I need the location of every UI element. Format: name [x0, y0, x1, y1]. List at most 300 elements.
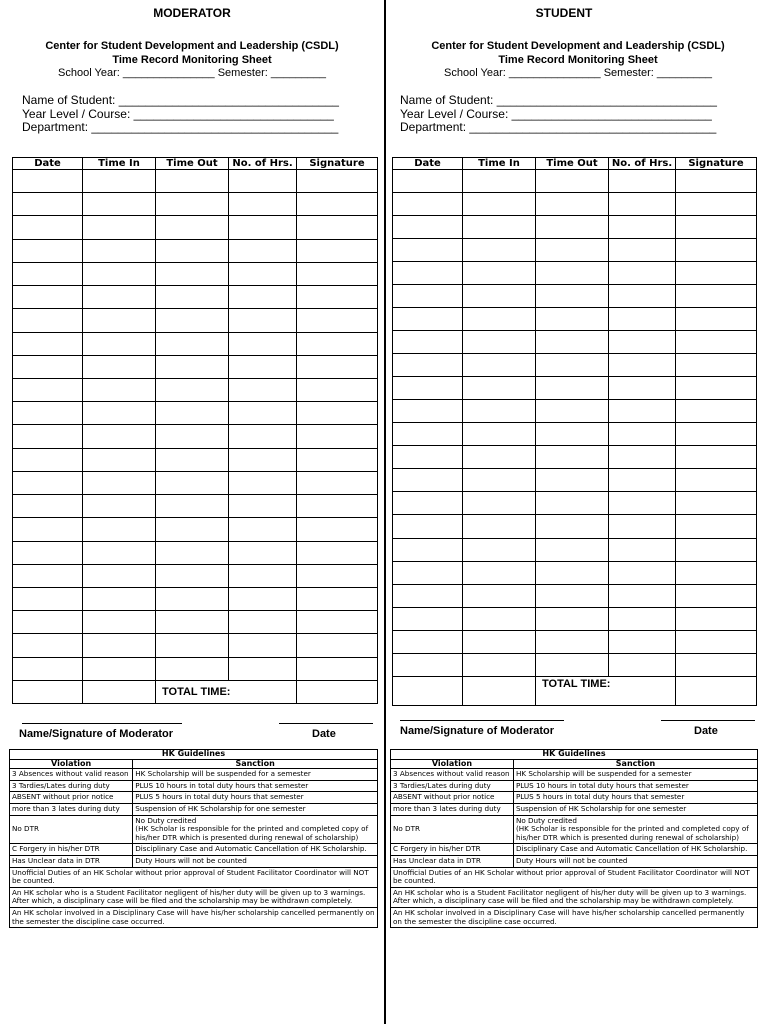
time-record-cell[interactable] — [463, 469, 536, 492]
time-record-cell[interactable] — [83, 170, 156, 193]
time-record-cell[interactable] — [609, 285, 676, 308]
time-record-cell[interactable] — [229, 216, 297, 239]
time-record-cell[interactable] — [463, 193, 536, 216]
time-record-cell[interactable] — [536, 354, 609, 377]
time-record-cell[interactable] — [156, 286, 229, 309]
time-record-cell[interactable] — [156, 448, 229, 471]
time-record-cell[interactable] — [297, 611, 378, 634]
time-record-cell[interactable] — [463, 331, 536, 354]
time-record-cell[interactable] — [463, 515, 536, 538]
time-record-cell[interactable] — [13, 541, 83, 564]
hk-guidelines-table — [9, 749, 378, 928]
time-record-cell[interactable] — [609, 262, 676, 285]
time-record-row[interactable] — [13, 564, 378, 587]
time-record-cell[interactable] — [536, 193, 609, 216]
col-signature: Signature — [297, 158, 378, 170]
time-record-cell[interactable] — [463, 653, 536, 676]
time-record-cell[interactable] — [13, 332, 83, 355]
time-record-cell[interactable] — [536, 538, 609, 561]
time-record-cell[interactable] — [229, 564, 297, 587]
time-record-cell[interactable] — [13, 425, 83, 448]
time-record-cell[interactable] — [463, 285, 536, 308]
time-record-cell[interactable] — [83, 611, 156, 634]
time-record-cell[interactable] — [609, 446, 676, 469]
time-record-cell[interactable] — [676, 285, 757, 308]
time-record-row[interactable] — [393, 400, 757, 423]
time-record-cell[interactable] — [13, 378, 83, 401]
time-record-cell[interactable] — [13, 587, 83, 610]
time-record-cell[interactable] — [83, 262, 156, 285]
violation-cell: C Forgery in his/her DTR — [391, 844, 514, 856]
time-record-row[interactable] — [393, 607, 757, 630]
time-record-cell[interactable] — [13, 495, 83, 518]
time-record-cell[interactable] — [156, 587, 229, 610]
time-record-row[interactable] — [13, 402, 378, 425]
time-record-cell[interactable] — [676, 216, 757, 239]
time-record-row[interactable] — [13, 587, 378, 610]
time-record-cell[interactable] — [609, 239, 676, 262]
time-record-cell[interactable] — [463, 377, 536, 400]
time-record-cell[interactable] — [393, 538, 463, 561]
guideline-row — [391, 855, 758, 867]
time-record-cell[interactable] — [463, 170, 536, 193]
time-record-cell[interactable] — [229, 355, 297, 378]
time-record-cell[interactable] — [83, 518, 156, 541]
time-record-cell[interactable] — [536, 423, 609, 446]
time-record-cell[interactable] — [229, 239, 297, 262]
total-time-value[interactable] — [297, 681, 378, 704]
time-record-cell[interactable] — [156, 541, 229, 564]
time-record-cell[interactable] — [463, 354, 536, 377]
time-record-cell[interactable] — [13, 216, 83, 239]
time-record-cell[interactable] — [536, 469, 609, 492]
time-record-cell[interactable] — [156, 518, 229, 541]
time-record-row[interactable] — [393, 561, 757, 584]
violation-cell: 3 Absences without valid reason — [10, 769, 133, 781]
time-record-cell[interactable] — [393, 308, 463, 331]
time-record-cell[interactable] — [609, 653, 676, 676]
time-record-cell[interactable] — [463, 492, 536, 515]
time-record-cell[interactable] — [83, 332, 156, 355]
time-record-cell[interactable] — [13, 448, 83, 471]
time-record-cell[interactable] — [463, 308, 536, 331]
time-record-cell[interactable] — [463, 538, 536, 561]
time-record-cell[interactable] — [83, 657, 156, 680]
time-record-cell[interactable] — [536, 262, 609, 285]
time-record-cell[interactable] — [393, 653, 463, 676]
sanction-cell: PLUS 10 hours in total duty hours that semester — [513, 780, 757, 792]
time-record-cell[interactable] — [393, 216, 463, 239]
sanction-cell: Disciplinary Case and Automatic Cancellation of HK Scholarship. — [133, 844, 378, 856]
time-record-cell[interactable] — [13, 518, 83, 541]
time-record-cell[interactable] — [463, 607, 536, 630]
time-record-cell[interactable] — [13, 634, 83, 657]
time-record-cell[interactable] — [13, 170, 83, 193]
time-record-cell[interactable] — [609, 630, 676, 653]
time-record-row[interactable] — [13, 541, 378, 564]
time-record-cell[interactable] — [83, 193, 156, 216]
time-record-cell[interactable] — [156, 332, 229, 355]
time-record-row[interactable] — [393, 216, 757, 239]
time-record-row[interactable] — [393, 262, 757, 285]
time-record-cell[interactable] — [83, 378, 156, 401]
time-record-cell[interactable] — [229, 402, 297, 425]
time-record-cell[interactable] — [83, 471, 156, 494]
time-record-cell[interactable] — [13, 611, 83, 634]
time-record-cell[interactable] — [536, 331, 609, 354]
time-record-cell[interactable] — [229, 170, 297, 193]
time-record-cell[interactable] — [676, 423, 757, 446]
guideline-rows — [10, 769, 378, 867]
time-record-cell[interactable] — [156, 216, 229, 239]
moderator-signature-line[interactable] — [400, 720, 564, 721]
time-record-cell[interactable] — [393, 561, 463, 584]
time-record-cell[interactable] — [609, 423, 676, 446]
time-record-row[interactable] — [13, 170, 378, 193]
time-record-cell[interactable] — [229, 425, 297, 448]
guideline-row — [391, 792, 758, 804]
moderator-signature-line[interactable] — [22, 723, 182, 724]
time-record-cell[interactable] — [676, 515, 757, 538]
time-record-cell[interactable] — [156, 611, 229, 634]
time-record-cell[interactable] — [676, 653, 757, 676]
time-record-cell[interactable] — [83, 541, 156, 564]
time-record-cell[interactable] — [83, 309, 156, 332]
time-record-cell[interactable] — [676, 469, 757, 492]
time-record-cell[interactable] — [463, 262, 536, 285]
time-record-cell[interactable] — [297, 471, 378, 494]
time-record-cell[interactable] — [83, 286, 156, 309]
sanction-cell: Duty Hours will not be counted — [133, 855, 378, 867]
org-name: Center for Student Development and Leadership (CSDL) — [45, 40, 339, 52]
time-record-row[interactable] — [13, 332, 378, 355]
time-record-row[interactable] — [393, 584, 757, 607]
time-record-cell[interactable] — [13, 286, 83, 309]
time-record-cell[interactable] — [393, 469, 463, 492]
time-record-cell[interactable] — [13, 471, 83, 494]
time-record-cell[interactable] — [13, 564, 83, 587]
time-record-row[interactable] — [13, 262, 378, 285]
time-record-row[interactable] — [13, 495, 378, 518]
department-field[interactable]: Department: _____________________________________ — [22, 120, 339, 134]
time-record-cell[interactable] — [297, 541, 378, 564]
time-record-cell[interactable] — [536, 308, 609, 331]
time-record-row[interactable] — [13, 425, 378, 448]
time-record-cell[interactable] — [297, 309, 378, 332]
time-record-cell[interactable] — [536, 492, 609, 515]
time-record-cell[interactable] — [609, 538, 676, 561]
time-record-cell[interactable] — [676, 354, 757, 377]
time-record-cell[interactable] — [463, 239, 536, 262]
time-record-cell[interactable] — [609, 308, 676, 331]
time-record-cell[interactable] — [297, 239, 378, 262]
time-record-cell[interactable] — [393, 446, 463, 469]
time-record-cell[interactable] — [676, 538, 757, 561]
time-record-cell[interactable] — [393, 239, 463, 262]
time-record-cell[interactable] — [676, 607, 757, 630]
time-record-cell[interactable] — [463, 216, 536, 239]
time-record-cell[interactable] — [609, 492, 676, 515]
time-record-cell[interactable] — [229, 611, 297, 634]
time-record-cell[interactable] — [609, 561, 676, 584]
time-record-cell[interactable] — [156, 378, 229, 401]
time-record-cell[interactable] — [536, 653, 609, 676]
time-record-cell[interactable] — [297, 518, 378, 541]
school-year-field[interactable]: School Year: _______________ Semester: _________ — [444, 67, 712, 79]
time-record-cell[interactable] — [83, 495, 156, 518]
time-record-cell[interactable] — [297, 448, 378, 471]
time-record-cell[interactable] — [676, 561, 757, 584]
time-record-cell[interactable] — [13, 402, 83, 425]
time-record-cell[interactable] — [297, 286, 378, 309]
col-hours: No. of Hrs. — [609, 158, 676, 170]
time-record-cell[interactable] — [676, 492, 757, 515]
time-record-cell[interactable] — [297, 170, 378, 193]
time-record-row[interactable] — [13, 611, 378, 634]
time-record-cell[interactable] — [393, 630, 463, 653]
time-record-row[interactable] — [13, 518, 378, 541]
time-record-cell[interactable] — [463, 400, 536, 423]
date-signature-line[interactable] — [279, 723, 373, 724]
time-record-cell[interactable] — [229, 286, 297, 309]
time-record-cell[interactable] — [13, 309, 83, 332]
time-record-cell[interactable] — [229, 309, 297, 332]
time-record-cell[interactable] — [609, 331, 676, 354]
time-record-cell[interactable] — [229, 587, 297, 610]
time-record-cell[interactable] — [83, 216, 156, 239]
time-record-cell[interactable] — [297, 402, 378, 425]
time-record-cell[interactable] — [676, 630, 757, 653]
time-record-row[interactable] — [13, 448, 378, 471]
time-record-rows[interactable] — [393, 170, 757, 677]
total-cell — [393, 677, 463, 706]
time-record-cell[interactable] — [393, 400, 463, 423]
time-record-cell[interactable] — [156, 564, 229, 587]
time-record-row[interactable] — [393, 630, 757, 653]
time-record-cell[interactable] — [609, 515, 676, 538]
time-record-cell[interactable] — [297, 193, 378, 216]
time-record-cell[interactable] — [393, 515, 463, 538]
time-record-cell[interactable] — [229, 518, 297, 541]
time-record-cell[interactable] — [156, 239, 229, 262]
time-record-cell[interactable] — [536, 630, 609, 653]
guideline-row — [10, 803, 378, 815]
time-record-row[interactable] — [13, 239, 378, 262]
time-record-cell[interactable] — [609, 216, 676, 239]
time-record-cell[interactable] — [156, 170, 229, 193]
time-record-row[interactable] — [13, 657, 378, 680]
time-record-cell[interactable] — [609, 607, 676, 630]
time-record-cell[interactable] — [229, 193, 297, 216]
time-record-cell[interactable] — [229, 634, 297, 657]
time-record-cell[interactable] — [393, 607, 463, 630]
time-record-cell[interactable] — [676, 193, 757, 216]
time-record-cell[interactable] — [229, 657, 297, 680]
time-record-cell[interactable] — [156, 657, 229, 680]
time-record-cell[interactable] — [83, 402, 156, 425]
time-record-row[interactable] — [13, 193, 378, 216]
time-record-cell[interactable] — [393, 193, 463, 216]
time-record-cell[interactable] — [156, 309, 229, 332]
time-record-cell[interactable] — [156, 471, 229, 494]
time-record-cell[interactable] — [156, 495, 229, 518]
time-record-cell[interactable] — [393, 584, 463, 607]
time-record-cell[interactable] — [83, 634, 156, 657]
time-record-cell[interactable] — [609, 584, 676, 607]
time-record-cell[interactable] — [13, 193, 83, 216]
time-record-cell[interactable] — [83, 564, 156, 587]
col-time-out: Time Out — [536, 158, 609, 170]
time-record-cell[interactable] — [676, 400, 757, 423]
time-record-cell[interactable] — [83, 355, 156, 378]
time-record-cell[interactable] — [536, 285, 609, 308]
time-record-row[interactable] — [393, 239, 757, 262]
date-signature-line[interactable] — [661, 720, 755, 721]
col-hours: No. of Hrs. — [229, 158, 297, 170]
time-record-cell[interactable] — [463, 561, 536, 584]
time-record-row[interactable] — [13, 309, 378, 332]
time-record-cell[interactable] — [393, 331, 463, 354]
time-record-cell[interactable] — [297, 495, 378, 518]
time-record-cell[interactable] — [229, 332, 297, 355]
time-record-cell[interactable] — [393, 377, 463, 400]
time-record-cell[interactable] — [463, 630, 536, 653]
time-record-row[interactable] — [393, 285, 757, 308]
time-record-cell[interactable] — [536, 607, 609, 630]
time-record-row[interactable] — [13, 355, 378, 378]
guidelines-title: HK Guidelines — [10, 750, 378, 760]
year-level-field[interactable]: Year Level / Course: ______________________________ — [400, 106, 712, 121]
time-record-cell[interactable] — [393, 492, 463, 515]
time-record-cell[interactable] — [463, 423, 536, 446]
time-record-cell[interactable] — [297, 587, 378, 610]
time-record-cell[interactable] — [536, 446, 609, 469]
time-record-row[interactable] — [13, 216, 378, 239]
time-record-cell[interactable] — [297, 355, 378, 378]
time-record-cell[interactable] — [156, 634, 229, 657]
school-year-field[interactable]: School Year: _______________ Semester: _________ — [58, 67, 326, 79]
time-record-cell[interactable] — [229, 378, 297, 401]
time-record-cell[interactable] — [229, 448, 297, 471]
time-record-cell[interactable] — [297, 332, 378, 355]
time-record-cell[interactable] — [676, 331, 757, 354]
time-record-cell[interactable] — [609, 354, 676, 377]
time-record-cell[interactable] — [297, 262, 378, 285]
time-record-cell[interactable] — [156, 425, 229, 448]
time-record-cell[interactable] — [393, 262, 463, 285]
time-record-row[interactable] — [393, 377, 757, 400]
time-record-cell[interactable] — [83, 587, 156, 610]
time-record-row[interactable] — [13, 471, 378, 494]
time-record-cell[interactable] — [676, 446, 757, 469]
time-record-cell[interactable] — [536, 515, 609, 538]
time-record-cell[interactable] — [156, 355, 229, 378]
time-record-cell[interactable] — [297, 425, 378, 448]
time-record-cell[interactable] — [83, 425, 156, 448]
time-record-row[interactable] — [13, 378, 378, 401]
time-record-cell[interactable] — [297, 634, 378, 657]
time-record-cell[interactable] — [463, 446, 536, 469]
time-record-cell[interactable] — [536, 400, 609, 423]
time-record-cell[interactable] — [13, 239, 83, 262]
time-record-cell[interactable] — [536, 216, 609, 239]
time-record-cell[interactable] — [297, 657, 378, 680]
time-record-cell[interactable] — [676, 308, 757, 331]
guideline-row — [10, 844, 378, 856]
time-record-cell[interactable] — [13, 355, 83, 378]
time-record-cell[interactable] — [156, 262, 229, 285]
time-record-row[interactable] — [393, 492, 757, 515]
time-record-cell[interactable] — [463, 584, 536, 607]
time-record-cell[interactable] — [393, 423, 463, 446]
department-field[interactable]: Department: _____________________________________ — [400, 120, 717, 134]
time-record-cell[interactable] — [609, 469, 676, 492]
time-record-row[interactable] — [393, 170, 757, 193]
time-record-row[interactable] — [393, 331, 757, 354]
time-record-row[interactable] — [393, 354, 757, 377]
time-record-cell[interactable] — [393, 170, 463, 193]
time-record-cell[interactable] — [393, 285, 463, 308]
time-record-cell[interactable] — [676, 262, 757, 285]
time-record-cell[interactable] — [676, 584, 757, 607]
name-field[interactable]: Name of Student: _________________________________ — [22, 93, 339, 107]
time-record-cell[interactable] — [676, 377, 757, 400]
time-record-row[interactable] — [393, 423, 757, 446]
time-record-cell[interactable] — [156, 193, 229, 216]
time-record-cell[interactable] — [297, 378, 378, 401]
time-record-cell[interactable] — [536, 561, 609, 584]
time-record-cell[interactable] — [297, 564, 378, 587]
time-record-row[interactable] — [393, 515, 757, 538]
total-time-value[interactable] — [676, 677, 757, 706]
time-record-cell[interactable] — [536, 377, 609, 400]
time-record-rows[interactable] — [13, 170, 378, 681]
total-cell — [463, 677, 536, 706]
name-field[interactable]: Name of Student: _________________________________ — [400, 93, 717, 107]
time-record-cell[interactable] — [229, 541, 297, 564]
time-record-cell[interactable] — [609, 193, 676, 216]
time-record-row[interactable] — [13, 634, 378, 657]
time-record-cell[interactable] — [393, 354, 463, 377]
time-record-row[interactable] — [393, 653, 757, 676]
time-record-cell[interactable] — [13, 262, 83, 285]
time-record-cell[interactable] — [229, 262, 297, 285]
time-record-row[interactable] — [393, 446, 757, 469]
time-record-cell[interactable] — [609, 170, 676, 193]
time-record-cell[interactable] — [229, 495, 297, 518]
time-record-cell[interactable] — [536, 170, 609, 193]
time-record-row[interactable] — [393, 308, 757, 331]
time-record-cell[interactable] — [297, 216, 378, 239]
total-time-label: TOTAL TIME: — [156, 681, 297, 704]
time-record-cell[interactable] — [676, 239, 757, 262]
time-record-row[interactable] — [13, 286, 378, 309]
time-record-cell[interactable] — [156, 402, 229, 425]
time-record-cell[interactable] — [83, 448, 156, 471]
time-record-cell[interactable] — [13, 657, 83, 680]
year-level-field[interactable]: Year Level / Course: ______________________________ — [22, 106, 334, 121]
time-record-cell[interactable] — [676, 170, 757, 193]
time-record-cell[interactable] — [536, 239, 609, 262]
time-record-cell[interactable] — [609, 400, 676, 423]
time-record-row[interactable] — [393, 193, 757, 216]
time-record-row[interactable] — [393, 469, 757, 492]
time-record-cell[interactable] — [229, 471, 297, 494]
time-record-cell[interactable] — [609, 377, 676, 400]
time-record-cell[interactable] — [536, 584, 609, 607]
time-record-cell[interactable] — [83, 239, 156, 262]
time-record-row[interactable] — [393, 538, 757, 561]
